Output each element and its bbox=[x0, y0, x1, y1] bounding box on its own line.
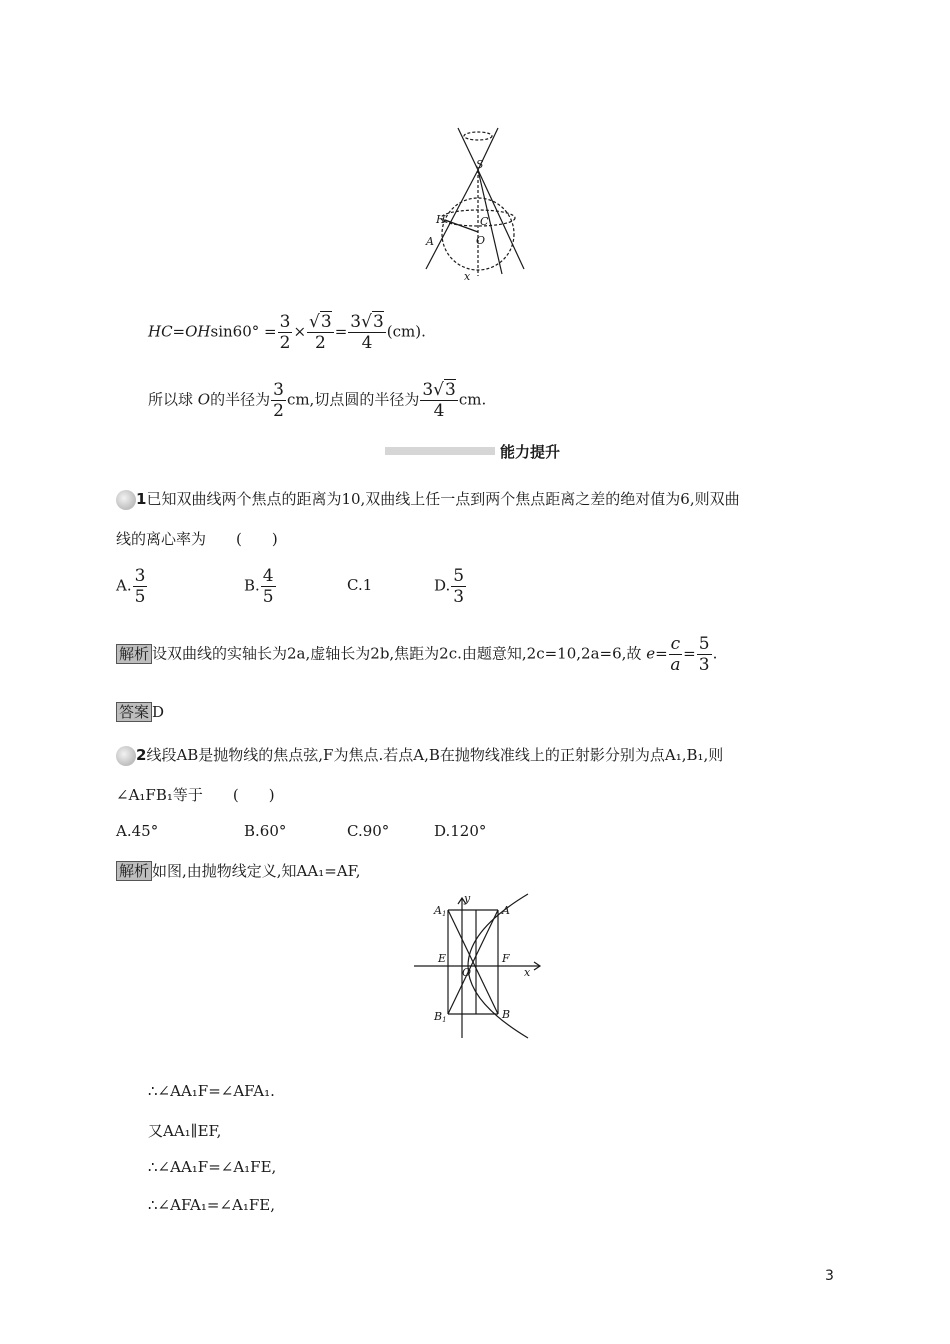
cone-sphere-figure bbox=[420, 124, 530, 284]
section-title: 能力提升 bbox=[500, 443, 561, 461]
answer-tag: 答案 bbox=[116, 702, 152, 722]
q1-line2: 线的离心率为 ( ) bbox=[116, 530, 278, 548]
label-e: E bbox=[438, 952, 447, 965]
q2-step-2: 又AA₁∥EF, bbox=[148, 1122, 222, 1140]
question-bullet-icon bbox=[116, 746, 136, 766]
q1-text1: 已知双曲线两个焦点的距离为10,双曲线上任一点到两个焦点距离之差的绝对值为6,则双曲 bbox=[146, 490, 740, 508]
q1-analysis: 解析 设双曲线的实轴长为2a,虚轴长为2b,焦距为2c.由题意知,2c=10,2a=6,故 e= $\frac{c}{a}$ = $\frac{5}{3}$ . bbox=[116, 634, 717, 675]
section-bar bbox=[385, 447, 495, 455]
question-bullet-icon bbox=[116, 490, 136, 510]
q2-number: 2 bbox=[136, 746, 147, 764]
parabola-figure bbox=[410, 890, 550, 1040]
q2-line2: ∠A₁FB₁等于 ( ) bbox=[116, 786, 275, 804]
label-b: B bbox=[502, 1008, 511, 1021]
label-a: A bbox=[502, 904, 510, 917]
q1-option-d[interactable]: D. $\frac{5}{3}$ bbox=[434, 566, 465, 607]
label-o: O bbox=[462, 966, 472, 979]
label-c: C bbox=[480, 215, 489, 228]
q1-line1 bbox=[116, 488, 740, 510]
q2-option-b[interactable]: B.60° bbox=[244, 822, 287, 840]
q1-number: 1 bbox=[136, 490, 147, 508]
label-a: A bbox=[426, 235, 434, 248]
label-x: x bbox=[464, 270, 471, 283]
label-f: F bbox=[502, 952, 510, 965]
label-y: y bbox=[464, 892, 471, 905]
page-number: 3 bbox=[825, 1268, 834, 1284]
q2-line1 bbox=[116, 744, 723, 766]
label-b1: B1 bbox=[434, 1010, 447, 1024]
analysis-tag: 解析 bbox=[116, 644, 152, 664]
q2-option-c[interactable]: C.90° bbox=[347, 822, 390, 840]
formula-hc: HC=OHsin60° = $\frac{3}{2}$ × $\frac{√3}{2}$ = $\frac{3√3}{4}$ (cm). bbox=[148, 312, 426, 353]
q2-option-d[interactable]: D.120° bbox=[434, 822, 487, 840]
q2-step-3: ∴∠AA₁F=∠A₁FE, bbox=[148, 1158, 277, 1176]
q1-option-c[interactable]: C.1 bbox=[347, 576, 373, 594]
q2-step-1: ∴∠AA₁F=∠AFA₁. bbox=[148, 1082, 275, 1100]
conclusion-line: 所以球 O的半径为 $\frac{3}{2}$ cm,切点圆的半径为 $\frac{3√3}{4}$ cm. bbox=[148, 380, 487, 421]
q1-option-a[interactable]: A. $\frac{3}{5}$ bbox=[116, 566, 146, 607]
q2-analysis: 解析 如图,由抛物线定义,知AA₁=AF, bbox=[116, 860, 360, 881]
label-s: S bbox=[476, 158, 484, 171]
q1-answer: 答案 D bbox=[116, 702, 164, 722]
label-a1: A1 bbox=[434, 904, 447, 918]
label-o: O bbox=[476, 234, 486, 247]
q1-option-b[interactable]: B. $\frac{4}{5}$ bbox=[244, 566, 274, 607]
q2-text1: 线段AB是抛物线的焦点弦,F为焦点.若点A,B在抛物线准线上的正射影分别为点A₁,B₁,则 bbox=[146, 746, 724, 764]
q2-step-4: ∴∠AFA₁=∠A₁FE, bbox=[148, 1196, 276, 1214]
q2-option-a[interactable]: A.45° bbox=[116, 822, 159, 840]
analysis-tag: 解析 bbox=[116, 861, 152, 881]
label-x: x bbox=[524, 966, 531, 979]
label-h: H bbox=[436, 213, 446, 226]
